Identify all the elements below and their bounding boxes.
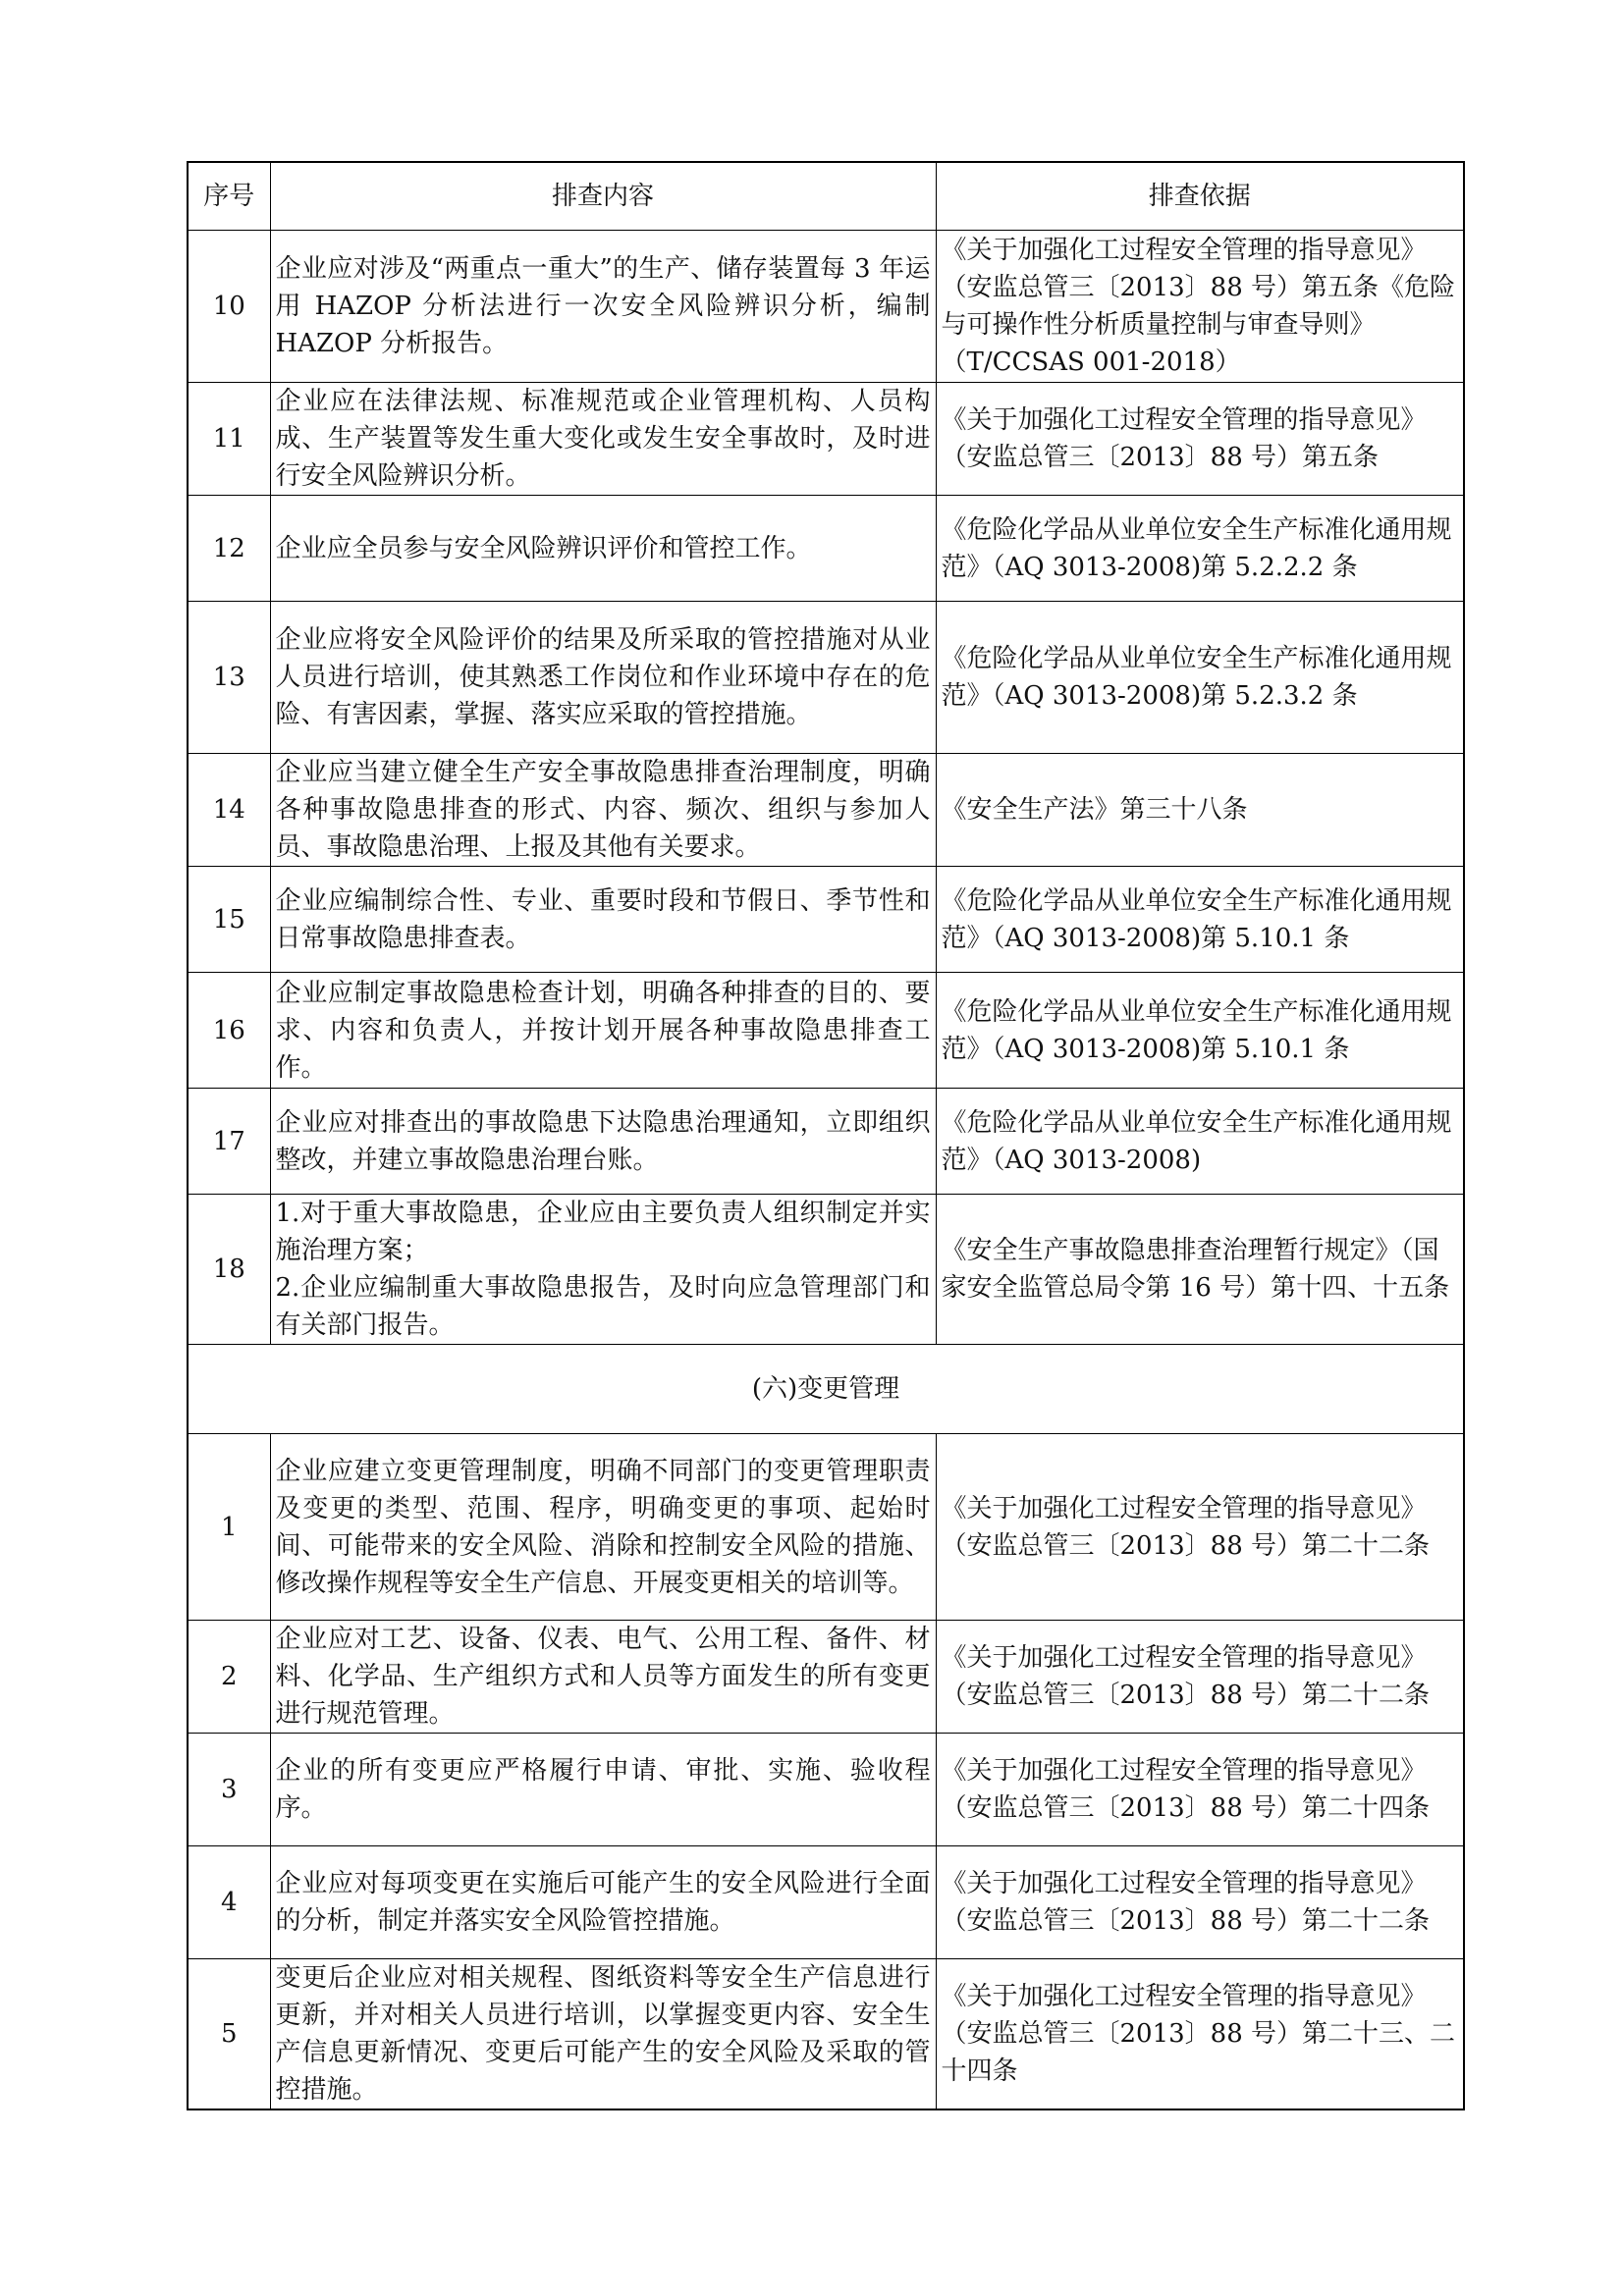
row-content — [270, 1195, 936, 1345]
section-row — [188, 1345, 1464, 1434]
table-row — [188, 496, 1464, 602]
table-row — [188, 1195, 1464, 1345]
row-content: 企业应将安全风险评价的结果及所采取的管控措施对从业人员进行培训，使其熟悉工作岗位和作业环境中存在的危险、有害因素，掌握、落实应采取的管控措施。 — [270, 602, 936, 754]
row-basis: 《关于加强化工过程安全管理的指导意见》（安监总管三〔2013〕88 号）第五条 — [936, 383, 1464, 496]
row-content: 企业应对工艺、设备、仪表、电气、公用工程、备件、材料、化学品、生产组织方式和人员等方面发生的所有变更进行规范管理。 — [270, 1621, 936, 1734]
row-number: 10 — [188, 231, 270, 383]
row-basis: 《关于加强化工过程安全管理的指导意见》（安监总管三〔2013〕88 号）第二十三、二十四条 — [936, 1959, 1464, 2110]
row-content: 企业的所有变更应严格履行申请、审批、实施、验收程序。 — [270, 1734, 936, 1846]
row-basis: 《安全生产法》第三十八条 — [936, 754, 1464, 867]
row-basis: 《关于加强化工过程安全管理的指导意见》（安监总管三〔2013〕88 号）第二十四条 — [936, 1734, 1464, 1846]
table-row — [188, 602, 1464, 754]
row-number: 11 — [188, 383, 270, 496]
row-content: 企业应当建立健全生产安全事故隐患排查治理制度，明确各种事故隐患排查的形式、内容、频次、组织与参加人员、事故隐患治理、上报及其他有关要求。 — [270, 754, 936, 867]
row-basis: 《危险化学品从业单位安全生产标准化通用规范》（AQ 3013-2008)第 5.10.1 条 — [936, 973, 1464, 1089]
table-row — [188, 973, 1464, 1089]
row-content: 企业应对每项变更在实施后可能产生的安全风险进行全面的分析，制定并落实安全风险管控措施。 — [270, 1846, 936, 1959]
row-number: 12 — [188, 496, 270, 602]
row-number: 2 — [188, 1621, 270, 1734]
content-line: 1.对于重大事故隐患，企业应由主要负责人组织制定并实施治理方案； — [275, 1199, 931, 1265]
row-number: 3 — [188, 1734, 270, 1846]
row-number: 16 — [188, 973, 270, 1089]
row-basis: 《危险化学品从业单位安全生产标准化通用规范》（AQ 3013-2008)第 5.10.1 条 — [936, 867, 1464, 973]
section-title: (六)变更管理 — [188, 1345, 1464, 1434]
header-no: 序号 — [188, 162, 270, 231]
row-number: 4 — [188, 1846, 270, 1959]
table-row — [188, 1089, 1464, 1195]
row-content: 企业应制定事故隐患检查计划，明确各种排查的目的、要求、内容和负责人，并按计划开展各种事故隐患排查工作。 — [270, 973, 936, 1089]
row-number: 17 — [188, 1089, 270, 1195]
row-number: 14 — [188, 754, 270, 867]
row-content: 变更后企业应对相关规程、图纸资料等安全生产信息进行更新，并对相关人员进行培训，以掌握变更内容、安全生产信息更新情况、变更后可能产生的安全风险及采取的管控措施。 — [270, 1959, 936, 2110]
row-basis: 《关于加强化工过程安全管理的指导意见》（安监总管三〔2013〕88 号）第五条《危险与可操作性分析质量控制与审查导则》（T/CCSAS 001-2018） — [936, 231, 1464, 383]
row-content: 企业应在法律法规、标准规范或企业管理机构、人员构成、生产装置等发生重大变化或发生安全事故时，及时进行安全风险辨识分析。 — [270, 383, 936, 496]
table-row — [188, 383, 1464, 496]
header-content: 排查内容 — [270, 162, 936, 231]
table-row — [188, 754, 1464, 867]
row-basis: 《危险化学品从业单位安全生产标准化通用规范》（AQ 3013-2008) — [936, 1089, 1464, 1195]
table-row — [188, 1959, 1464, 2110]
row-content: 企业应编制综合性、专业、重要时段和节假日、季节性和日常事故隐患排查表。 — [270, 867, 936, 973]
table-row — [188, 1734, 1464, 1846]
row-number: 13 — [188, 602, 270, 754]
table-row — [188, 1846, 1464, 1959]
row-basis: 《关于加强化工过程安全管理的指导意见》（安监总管三〔2013〕88 号）第二十二条 — [936, 1621, 1464, 1734]
header-basis: 排查依据 — [936, 162, 1464, 231]
row-basis: 《安全生产事故隐患排查治理暂行规定》（国家安全监管总局令第 16 号）第十四、十五条 — [936, 1195, 1464, 1345]
row-content: 企业应建立变更管理制度，明确不同部门的变更管理职责及变更的类型、范围、程序，明确变更的事项、起始时间、可能带来的安全风险、消除和控制安全风险的措施、修改操作规程等安全生产信息、开展变更相关的培训等。 — [270, 1434, 936, 1621]
row-basis: 《危险化学品从业单位安全生产标准化通用规范》（AQ 3013-2008)第 5.2.3.2 条 — [936, 602, 1464, 754]
content-line: 2.企业应编制重大事故隐患报告，及时向应急管理部门和有关部门报告。 — [275, 1273, 931, 1340]
row-number: 1 — [188, 1434, 270, 1621]
table-row — [188, 1621, 1464, 1734]
row-number: 15 — [188, 867, 270, 973]
table-row — [188, 867, 1464, 973]
row-number: 5 — [188, 1959, 270, 2110]
row-number: 18 — [188, 1195, 270, 1345]
row-content: 企业应对涉及“两重点一重大”的生产、储存装置每 3 年运用 HAZOP 分析法进行一次安全风险辨识分析，编制 HAZOP 分析报告。 — [270, 231, 936, 383]
table-row — [188, 1434, 1464, 1621]
row-basis: 《危险化学品从业单位安全生产标准化通用规范》（AQ 3013-2008)第 5.2.2.2 条 — [936, 496, 1464, 602]
row-content: 企业应全员参与安全风险辨识评价和管控工作。 — [270, 496, 936, 602]
row-basis: 《关于加强化工过程安全管理的指导意见》（安监总管三〔2013〕88 号）第二十二条 — [936, 1846, 1464, 1959]
table-row — [188, 231, 1464, 383]
table-header-row — [188, 162, 1464, 231]
row-content: 企业应对排查出的事故隐患下达隐患治理通知，立即组织整改，并建立事故隐患治理台账。 — [270, 1089, 936, 1195]
inspection-table — [187, 161, 1465, 2110]
row-basis: 《关于加强化工过程安全管理的指导意见》（安监总管三〔2013〕88 号）第二十二条 — [936, 1434, 1464, 1621]
